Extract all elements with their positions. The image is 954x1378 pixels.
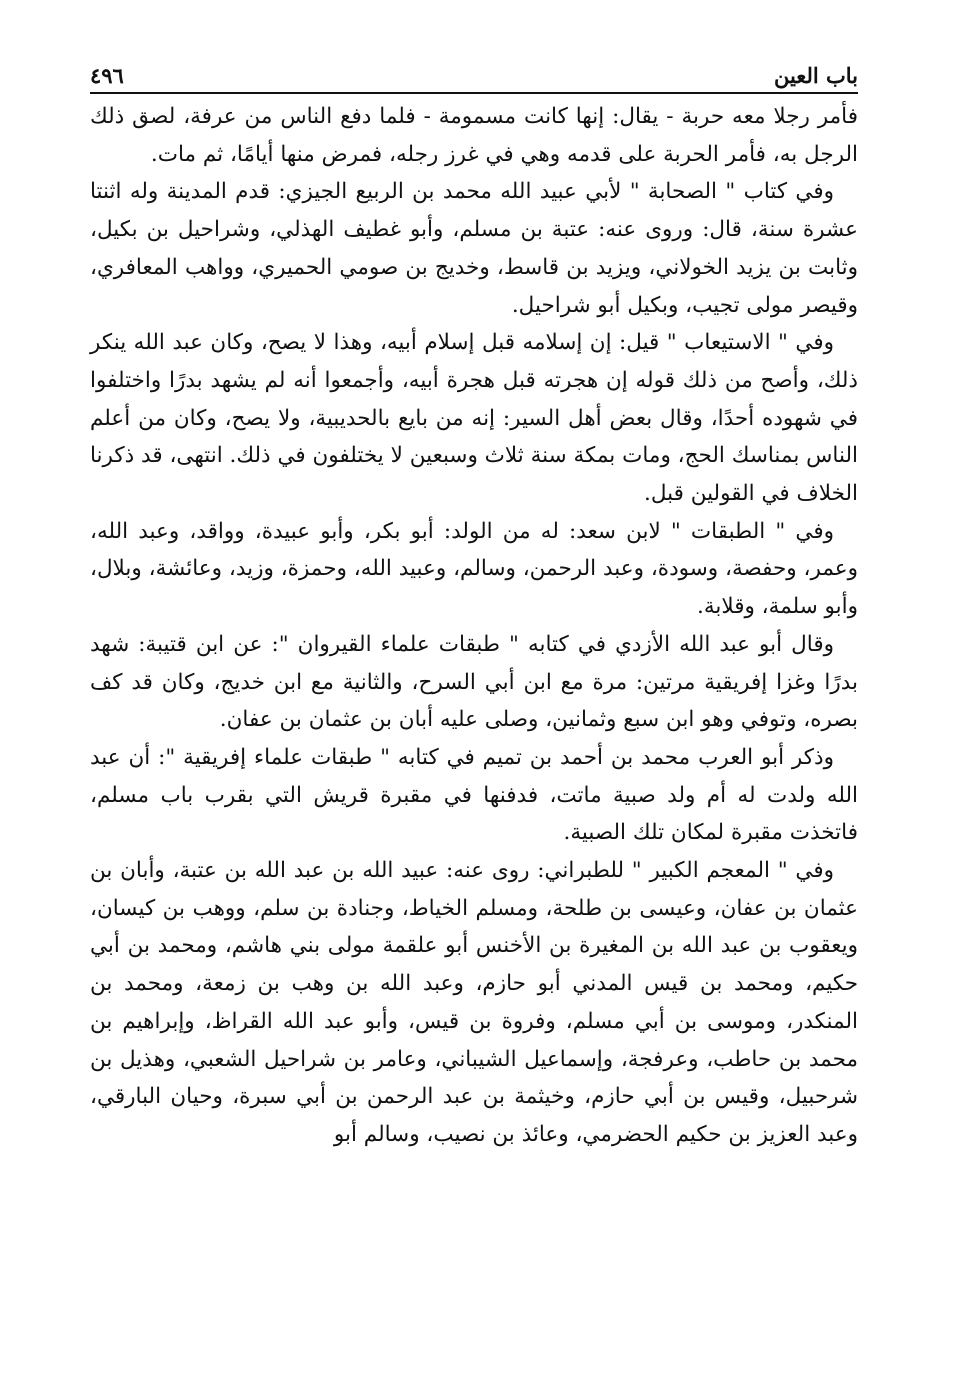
paragraph: فأمر رجلا معه حربة - يقال: إنها كانت مسمومة - فلما دفع الناس من عرفة، لصق ذلك الرجل به، فأمر الحربة على قدمه وهي في غرز رجله، فمرض منها أيامًا، ثم مات. [90, 104, 858, 167]
section-title: باب العين [773, 63, 858, 88]
page-number: ٤٩٦ [90, 63, 124, 88]
paragraph: وفي " الطبقات " لابن سعد: له من الولد: أبو بكر، وأبو عبيدة، وواقد، وعبد الله، وعمر، وحفصة، وسودة، وعبد الرحمن، وسالم، وعبيد الله، وحمزة، وزيد، وعائشة، وبلال، وأبو سلمة، وقلابة. [90, 518, 858, 620]
paragraph: وفي " المعجم الكبير " للطبراني: روى عنه: عبيد الله بن عبد الله بن عتبة، وأبان بن عثمان بن عفان، وعيسى بن طلحة، ومسلم الخياط، وجنادة بن سلم، ووهب بن كيسان، ويعقوب بن عبد الله بن المغيرة بن الأخنس أبو علقمة مولى بني هاشم، ومحمد بن أبي حكيم، ومحمد بن قيس المدني أبو حازم، وعبد الله بن وهب بن زمعة، ومحمد بن المنكدر، وموسى بن أبي مسلم، وفروة بن قيس، وأبو عبد الله القراظ، وإبراهيم بن محمد بن حاطب، وعرفجة، وإسماعيل الشيباني، وعامر بن شراحيل الشعبي، وهذيل بن شرحبيل، وقيس بن أبي حازم، وخيثمة بن عبد الرحمن بن أبي سبرة، وحيان البارقي، وعبد العزيز بن حكيم الحضرمي، وعائذ بن نصيب، وسالم أبو [90, 858, 858, 1147]
book-page [90, 52, 858, 1342]
paragraph: وفي كتاب " الصحابة " لأبي عبيد الله محمد بن الربيع الجيزي: قدم المدينة وله اثنتا عشرة سنة، قال: وروى عنه: عتبة بن مسلم، وأبو غطيف الهذلي، وشراحيل بن بكيل، وثابت بن يزيد الخولاني، ويزيد بن قاسط، وخديج بن صومي الحميري، وواهب المعافري، وقيصر مولى تجيب، وبكيل أبو شراحيل. [90, 179, 858, 318]
body-text [90, 98, 858, 1154]
running-header [90, 52, 858, 94]
paragraph: وفي " الاستيعاب " قيل: إن إسلامه قبل إسلام أبيه، وهذا لا يصح، وكان عبد الله ينكر ذلك، وأصح من ذلك قوله إن هجرته قبل هجرة أبيه، وأجمعوا أنه لم يشهد بدرًا واختلفوا في شهوده أحدًا، وقال بعض أهل السير: إنه من بايع بالحديبية، ولا يصح، وكان من أعلم الناس بمناسك الحج، ومات بمكة سنة ثلاث وسبعين لا يختلفون في ذلك. انتهى، قد ذكرنا الخلاف في القولين قبل. [90, 330, 858, 507]
paragraph: وذكر أبو العرب محمد بن أحمد بن تميم في كتابه " طبقات علماء إفريقية ": أن عبد الله ولدت له أم ولد صبية ماتت، فدفنها في مقبرة قريش التي بقرب باب مسلم، فاتخذت مقبرة لمكان تلك الصبية. [90, 744, 858, 846]
paragraph: وقال أبو عبد الله الأزدي في كتابه " طبقات علماء القيروان ": عن ابن قتيبة: شهد بدرًا وغزا إفريقية مرتين: مرة مع ابن أبي السرح، والثانية مع ابن خديج، وكان قد كف بصره، وتوفي وهو ابن سبع وثمانين، وصلى عليه أبان بن عثمان بن عفان. [90, 631, 858, 733]
